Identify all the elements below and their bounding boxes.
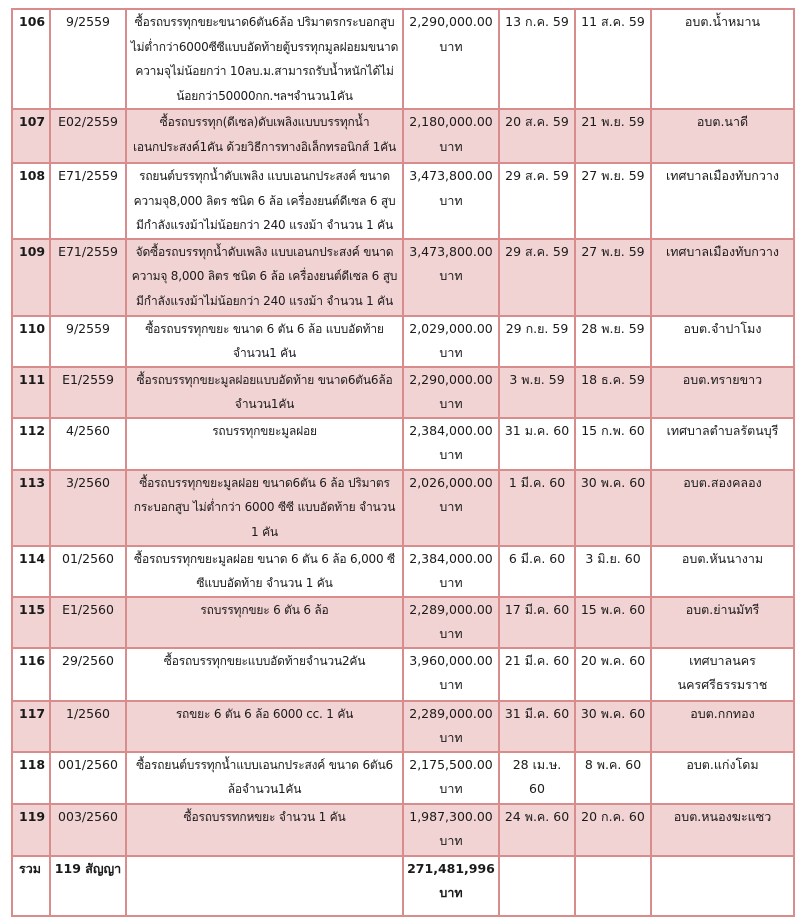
row-number: 110 (12, 316, 50, 367)
description-line: ความจุไม่น้อยกว่า 10ลบ.ม.สามารถรับน้ำหนักได้ไม่ (135, 64, 394, 78)
description-line: 1 คัน (251, 524, 278, 539)
organization-cell (651, 470, 794, 546)
contract-ref: 001/2560 (50, 752, 126, 804)
amount-unit: บาท (439, 345, 463, 360)
description-line: มีกำลังแรงม้าไม่น้อยกว่า 240 แรงม้า จำนวน 1 คัน (136, 293, 393, 308)
amount-unit: บาท (439, 833, 463, 848)
organization-line: อบต.จำปาโมง (683, 320, 762, 336)
contract-date: 28 เม.ษ. 60 (499, 752, 575, 804)
total-label: รวม (12, 856, 50, 916)
description-line: ซื้อรถยนต์บรรทุกน้ำแบบเอนกประสงค์ ขนาด 6ตัน6 (136, 757, 393, 772)
contract-ref: 1/2560 (50, 701, 126, 752)
amount-unit: บาท (439, 730, 463, 745)
amount-cell (403, 752, 499, 804)
delivery-date: 18 ธ.ค. 59 (575, 367, 651, 418)
contract-date: 1 มี.ค. 60 (499, 470, 575, 546)
amount-unit: บาท (439, 192, 463, 208)
amount: 2,175,500.00 (409, 756, 493, 772)
description-cell (126, 316, 403, 367)
contract-date: 29 ก.ย. 59 (499, 316, 575, 367)
organization-line: อบต.ย่านมัทรี (685, 601, 760, 617)
table-row (12, 470, 794, 546)
organization-cell (651, 648, 794, 701)
amount: 2,384,000.00 (409, 550, 493, 566)
row-number: 106 (12, 9, 50, 109)
description-line: ซื้อรถบรรทุกขยะมูลฝอยแบบอัดท้าย ขนาด6ตัน6ล้อ (136, 372, 393, 387)
description-cell (126, 648, 403, 701)
organization-cell (651, 752, 794, 804)
amount-cell (403, 701, 499, 752)
row-number: 113 (12, 470, 50, 546)
organization-line: เทศบาลเมืองทับกวาง (665, 243, 780, 259)
amount-unit: บาท (439, 447, 463, 462)
table-row (12, 546, 794, 597)
table-row (12, 418, 794, 470)
description-cell (126, 109, 403, 163)
organization-cell (651, 597, 794, 648)
description-cell (126, 546, 403, 597)
amount-unit: บาท (439, 677, 463, 692)
description-cell (126, 701, 403, 752)
organization-cell (651, 546, 794, 597)
description-line: เอนกประสงค์1คัน ด้วยวิธีการทางอิเล็กทรอนิกส์ 1คัน (133, 139, 396, 154)
amount-cell (403, 163, 499, 239)
delivery-date: 11 ส.ค. 59 (575, 9, 651, 109)
contract-ref: E1/2559 (50, 367, 126, 418)
table-body (12, 9, 794, 916)
description-line: ซื้อรถบรรทุกขยะมูลฝอย ขนาด 6 ตัน 6 ล้อ 6,000 ซี (134, 551, 395, 566)
amount-cell (403, 9, 499, 109)
amount-unit: บาท (439, 396, 463, 411)
organization-cell (651, 109, 794, 163)
contract-date: 31 มี.ค. 60 (499, 701, 575, 752)
amount-cell (403, 239, 499, 316)
contract-ref: E71/2559 (50, 239, 126, 316)
row-number: 115 (12, 597, 50, 648)
row-number: 109 (12, 239, 50, 316)
contract-ref: E1/2560 (50, 597, 126, 648)
amount: 2,289,000.00 (409, 705, 493, 721)
organization-line: เทศบาลเมืองทับกวาง (665, 168, 780, 183)
description-line: น้อยกว่า50000กก.ฯลฯจำนวน1คัน (176, 88, 353, 103)
table-row (12, 701, 794, 752)
total-row (12, 856, 794, 916)
row-number: 112 (12, 418, 50, 470)
amount: 3,960,000.00 (409, 652, 493, 668)
amount-cell (403, 316, 499, 367)
row-number: 111 (12, 367, 50, 418)
delivery-date: 3 มิ.ย. 60 (575, 546, 651, 597)
organization-cell (651, 701, 794, 752)
delivery-date: 20 ก.ค. 60 (575, 804, 651, 856)
organization-cell (651, 239, 794, 316)
organization-line: เทศบาลตำบลรัตนบุรี (666, 422, 779, 438)
contract-ref: 4/2560 (50, 418, 126, 470)
row-number: 118 (12, 752, 50, 804)
amount-cell (403, 470, 499, 546)
total-count: 119 สัญญา (50, 856, 126, 916)
description-line: ไม่ต่ำกว่า6000ซีซีแบบอัดท้ายตู้บรรทุกมูลฝอยมขนาด (130, 39, 399, 54)
description-line: ซื้อรถบรรทุก(ดีเซล)ดับเพลิงแบบบรรทุกน้ำ (159, 115, 370, 129)
row-number: 117 (12, 701, 50, 752)
contract-ref: 9/2559 (50, 316, 126, 367)
delivery-date: 15 พ.ค. 60 (575, 597, 651, 648)
table-row (12, 239, 794, 316)
contract-ref: 3/2560 (50, 470, 126, 546)
description-line: ความจุ8,000 ลิตร ชนิด 6 ล้อ เครื่องยนต์ดีเซล 6 สูบ (133, 193, 396, 208)
amount-unit: บาท (439, 626, 463, 641)
organization-line: เทศบาลนคร (689, 652, 756, 668)
organization-line: อบต.นาดี (696, 114, 749, 129)
amount: 3,473,800.00 (409, 243, 493, 259)
amount-unit: บาท (439, 499, 463, 514)
description-cell (126, 239, 403, 316)
organization-line: นครศรีธรรมราช (677, 677, 768, 692)
delivery-date: 20 พ.ค. 60 (575, 648, 651, 701)
organization-cell (651, 367, 794, 418)
contract-ref: 003/2560 (50, 804, 126, 856)
description-line: มีกำลังแรงม้าไม่น้อยกว่า 240 แรงม้า จำนวน 1 คัน (136, 218, 393, 232)
organization-line: อบต.ทรายขาว (682, 371, 763, 387)
table-row (12, 367, 794, 418)
row-number: 116 (12, 648, 50, 701)
amount-unit: บาท (439, 138, 463, 154)
contract-date: 17 มี.ค. 60 (499, 597, 575, 648)
description-line: ซื้อรถบรรทุกขยะขนาด6ตัน6ล้อ ปริมาตรกระบอกสูบ (134, 15, 395, 29)
description-line: รถบรรทุกขยะ 6 ตัน 6 ล้อ (200, 602, 329, 617)
contract-date: 24 พ.ค. 60 (499, 804, 575, 856)
amount-cell (403, 109, 499, 163)
amount-unit: บาท (439, 38, 463, 54)
organization-cell (651, 804, 794, 856)
contract-ref: 29/2560 (50, 648, 126, 701)
contract-date: 21 มี.ค. 60 (499, 648, 575, 701)
amount: 2,289,000.00 (409, 601, 493, 617)
contract-date: 31 ม.ค. 60 (499, 418, 575, 470)
amount-cell (403, 597, 499, 648)
description-line: ซื้อรถบรรทุกขยะแบบอัดท้ายจำนวน2คัน (163, 653, 366, 668)
amount-cell (403, 648, 499, 701)
table-row (12, 597, 794, 648)
amount: 3,473,800.00 (409, 168, 493, 183)
amount: 2,180,000.00 (409, 114, 493, 129)
contract-ref: 9/2559 (50, 9, 126, 109)
table-row (12, 109, 794, 163)
description-line: รถยนต์บรรทุกน้ำดับเพลิง แบบเอนกประสงค์ ขนาด (139, 169, 390, 183)
total-unit: บาท (439, 885, 463, 900)
description-line: จำนวน1 คัน (233, 346, 296, 360)
total-date1-cell (499, 856, 575, 916)
amount: 2,384,000.00 (409, 422, 493, 438)
row-number: 114 (12, 546, 50, 597)
description-line: จำนวน1คัน (234, 397, 295, 411)
total-amount: 271,481,996 (407, 860, 495, 876)
delivery-date: 21 พ.ย. 59 (575, 109, 651, 163)
organization-line: อบต.กกทอง (690, 705, 755, 721)
delivery-date: 28 พ.ย. 59 (575, 316, 651, 367)
contract-date: 29 ส.ค. 59 (499, 239, 575, 316)
description-line: จัดซื้อรถบรรทุกน้ำดับเพลิง แบบเอนกประสงค์ ขนาด (135, 244, 394, 259)
description-line: ล้อจำนวน1คัน (227, 782, 302, 796)
delivery-date: 30 พ.ค. 60 (575, 701, 651, 752)
table-row (12, 752, 794, 804)
amount-cell (403, 367, 499, 418)
amount-cell (403, 418, 499, 470)
description-line: กระบอกสูบ ไม่ต่ำกว่า 6000 ซีซี แบบอัดท้าย จำนวน (133, 500, 396, 514)
description-line: ซื้อรถบรรทุกขยะมูลฝอย ขนาด6ตัน 6 ล้อ ปริมาตร (139, 475, 390, 490)
amount-unit: บาท (439, 268, 463, 283)
description-line: ความจุ 8,000 ลิตร ชนิด 6 ล้อ เครื่องยนต์ดีเซล 6 สูบ (131, 269, 398, 283)
contract-date: 6 มี.ค. 60 (499, 546, 575, 597)
description-line: ซื้อรถบรรทุกขยะ ขนาด 6 ตัน 6 ล้อ แบบอัดท้าย (145, 321, 384, 336)
description-cell (126, 367, 403, 418)
description-cell (126, 163, 403, 239)
organization-cell (651, 316, 794, 367)
amount: 2,290,000.00 (409, 371, 493, 387)
total-amount-cell (403, 856, 499, 916)
total-date2-cell (575, 856, 651, 916)
delivery-date: 30 พ.ค. 60 (575, 470, 651, 546)
amount-unit: บาท (439, 781, 463, 796)
contract-date: 29 ส.ค. 59 (499, 163, 575, 239)
contract-ref: 01/2560 (50, 546, 126, 597)
table-row (12, 163, 794, 239)
table-row (12, 316, 794, 367)
amount-cell (403, 804, 499, 856)
contract-ref: E71/2559 (50, 163, 126, 239)
amount-unit: บาท (439, 575, 463, 590)
table-row (12, 9, 794, 109)
description-cell (126, 9, 403, 109)
contract-date: 20 ส.ค. 59 (499, 109, 575, 163)
organization-line: อบต.แก่งโดม (686, 756, 759, 772)
amount: 2,026,000.00 (409, 474, 493, 490)
amount: 1,987,300.00 (409, 808, 493, 824)
organization-line: อบต.น้ำหมาน (684, 14, 761, 29)
description-line: ซีแบบอัดท้าย จำนวน 1 คัน (196, 576, 333, 590)
organization-line: อบต.หันนางาม (681, 550, 764, 566)
description-line: รถขยะ 6 ตัน 6 ล้อ 6000 cc. 1 คัน (175, 706, 354, 721)
description-cell (126, 470, 403, 546)
contract-date: 3 พ.ย. 59 (499, 367, 575, 418)
delivery-date: 27 พ.ย. 59 (575, 239, 651, 316)
delivery-date: 15 ก.พ. 60 (575, 418, 651, 470)
description-cell (126, 597, 403, 648)
description-line: รถบรรทุกขยะมูลฝอย (212, 423, 317, 438)
table-row (12, 804, 794, 856)
organization-cell (651, 9, 794, 109)
row-number: 107 (12, 109, 50, 163)
description-line: ซื้อรถบรรทกหขยะ จำนวน 1 คัน (183, 809, 346, 824)
delivery-date: 27 พ.ย. 59 (575, 163, 651, 239)
total-org-cell (651, 856, 794, 916)
total-desc-cell (126, 856, 403, 916)
contract-ref: E02/2559 (50, 109, 126, 163)
description-cell (126, 752, 403, 804)
organization-cell (651, 163, 794, 239)
amount: 2,290,000.00 (409, 14, 493, 29)
amount: 2,029,000.00 (409, 320, 493, 336)
row-number: 119 (12, 804, 50, 856)
contracts-table (11, 8, 795, 917)
organization-line: อบต.หนองฆะแซว (673, 808, 772, 824)
description-cell (126, 804, 403, 856)
row-number: 108 (12, 163, 50, 239)
description-cell (126, 418, 403, 470)
delivery-date: 8 พ.ค. 60 (575, 752, 651, 804)
organization-line: อบต.สองคลอง (683, 474, 762, 490)
amount-cell (403, 546, 499, 597)
organization-cell (651, 418, 794, 470)
table-row (12, 648, 794, 701)
contract-date: 13 ก.ค. 59 (499, 9, 575, 109)
